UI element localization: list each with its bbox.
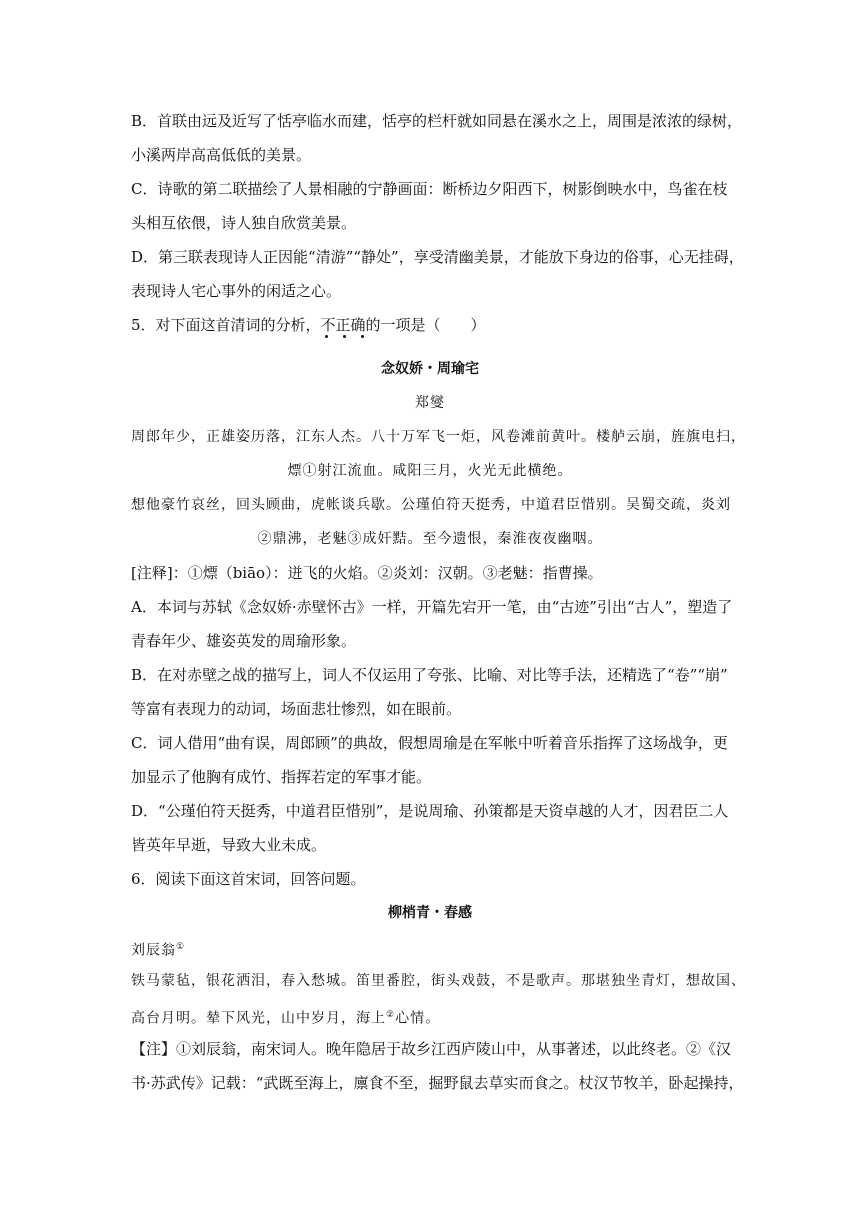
poem-2-note-line-1: 【注】①刘辰翁，南宋词人。晚年隐居于故乡江西庐陵山中，从事著述，以此终老。②《汉 bbox=[131, 1040, 732, 1058]
poem-line-1: 周郎年少，正雄姿历落，江东人杰。八十万军飞一炬，风卷滩前黄叶。楼舻云崩，旌旗电扫， bbox=[131, 429, 746, 445]
poem-2-line-2-part-b: 心情。 bbox=[395, 1010, 441, 1027]
q5-option-c-line-1: C．词人借用“曲有误，周郎顾”的典故，假想周瑜是在军帐中听着音乐指挥了这场战争，更 bbox=[131, 734, 728, 752]
poem-2-author bbox=[131, 936, 185, 962]
option-d-line-2: 表现诗人宅心事外的闲适之心。 bbox=[131, 282, 342, 300]
q5-option-c-line-2: 加显示了他胸有成竹、指挥若定的军事才能。 bbox=[131, 768, 432, 786]
option-d-line-1: D．第三联表现诗人正因能“清游”“静处”，享受清幽美景，才能放下身边的俗事，心无挂碍， bbox=[131, 248, 744, 266]
q5-option-b-line-2: 等富有表现力的动词，场面悲壮惨烈，如在眼前。 bbox=[131, 700, 462, 718]
poem-note: [注释]：①熛（biāo）：迸飞的火焰。②炎刘：汉朝。③老魅：指曹操。 bbox=[131, 564, 603, 582]
poem-line-2: 熛①射江流血。咸阳三月，火光无此横绝。 bbox=[287, 463, 573, 479]
poem-2-title: 柳梢青・春感 bbox=[388, 905, 472, 921]
poem-2-line-1: 铁马蒙毡，银花洒泪，春入愁城。笛里番腔，街头戏鼓，不是歌声。那堪独坐青灯，想故国、 bbox=[131, 973, 746, 989]
question-5: 5．对下面这首清词的分析，不正确的一项是（ ） bbox=[131, 316, 486, 334]
option-c-line-2: 头相互依偎，诗人独自欣赏美景。 bbox=[131, 214, 357, 232]
poem-line-4: ②鼎沸，老魅③成奸黠。至今遗恨，秦淮夜夜幽咽。 bbox=[257, 531, 603, 547]
author-note-mark: ① bbox=[176, 942, 186, 952]
author-name: 刘辰翁 bbox=[131, 942, 176, 959]
question-6: 6．阅读下面这首宋词，回答问题。 bbox=[131, 870, 366, 888]
poem-2-line-2 bbox=[131, 1004, 440, 1030]
poem-author: 郑燮 bbox=[415, 395, 445, 411]
q5-option-d-line-2: 皆英年早逝，导致大业未成。 bbox=[131, 836, 327, 854]
q5-option-a-line-2: 青春年少、雄姿英发的周瑜形象。 bbox=[131, 632, 357, 650]
poem-2-note-mark: ② bbox=[386, 1010, 396, 1020]
poem-line-3: 想他豪竹哀丝，回头顾曲，虎帐谈兵歇。公瑾伯符天挺秀，中道君臣惜别。吴蜀交疏，炎刘 bbox=[131, 497, 731, 513]
q5-option-b-line-1: B．在对赤壁之战的描写上，词人不仅运用了夸张、比喻、对比等手法，还精选了“卷”“崩” bbox=[131, 666, 728, 684]
option-c-line-1: C．诗歌的第二联描绘了人景相融的宁静画面：断桥边夕阳西下，树影倒映水中，鸟雀在枝 bbox=[131, 180, 728, 198]
poem-2-line-2-part-a: 高台月明。辇下风光，山中岁月，海上 bbox=[131, 1010, 386, 1027]
poem-title: 念奴娇・周瑜宅 bbox=[381, 361, 479, 377]
q5-option-d-line-1: D．“公瑾伯符天挺秀，中道君臣惜别”，是说周瑜、孙策都是天资卓越的人才，因君臣二人 bbox=[131, 802, 729, 820]
option-b-line-1: B．首联由远及近写了恬亭临水而建，恬亭的栏杆就如同悬在溪水之上，周围是浓浓的绿树， bbox=[131, 112, 743, 130]
q5-option-a-line-1: A．本词与苏轼《念奴娇·赤壁怀古》一样，开篇先宕开一笔，由“古迹”引出“古人”，塑造了 bbox=[131, 598, 733, 616]
poem-2-note-line-2: 书·苏武传》记载：“武既至海上，廪食不至，掘野鼠去草实而食之。杖汉节牧羊，卧起操持， bbox=[131, 1074, 744, 1092]
emphasis-dots bbox=[322, 335, 366, 341]
option-b-line-2: 小溪两岸高高低低的美景。 bbox=[131, 146, 312, 164]
